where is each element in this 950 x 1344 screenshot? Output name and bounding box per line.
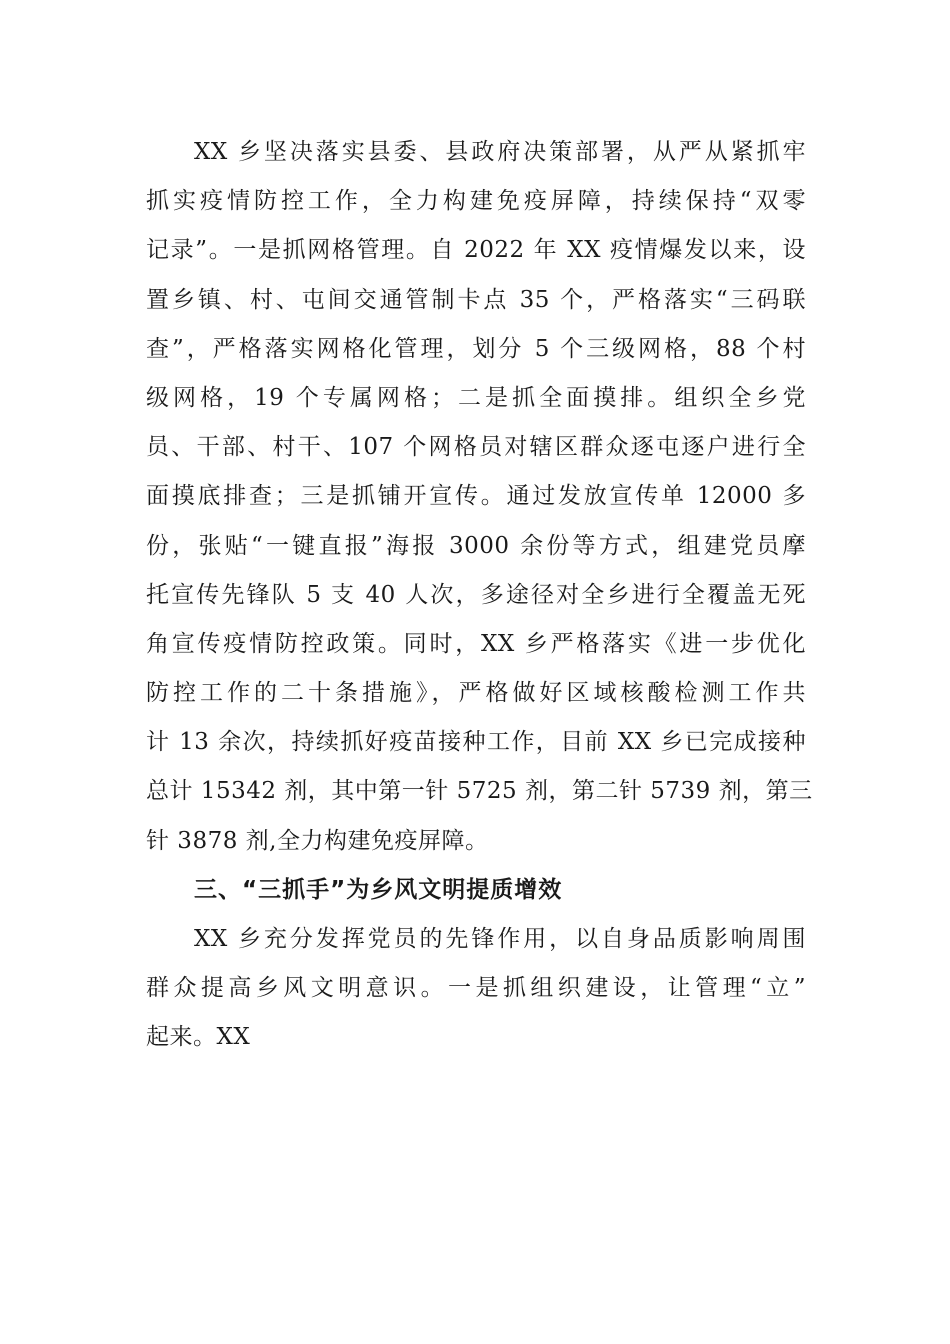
paragraph-line: 级网格，19 个专属网格；二是抓全面摸排。组织全乡党 bbox=[146, 384, 806, 411]
paragraph-line: 记录”。一是抓网格管理。自 2022 年 XX 疫情爆发以来，设 bbox=[146, 237, 806, 264]
paragraph-line: 抓实疫情防控工作，全力构建免疫屏障，持续保持“双零 bbox=[146, 188, 806, 215]
paragraph-line: 计 13 余次，持续抓好疫苗接种工作，目前 XX 乡已完成接种 bbox=[146, 729, 806, 756]
paragraph-line: 群众提高乡风文明意识。一是抓组织建设，让管理“立” bbox=[146, 975, 806, 1002]
paragraph-line: 面摸底排查；三是抓铺开宣传。通过发放宣传单 12000 多 bbox=[146, 483, 806, 510]
paragraph-line: 总计 15342 剂，其中第一针 5725 剂，第二针 5739 剂，第三 bbox=[146, 778, 813, 805]
document-body bbox=[146, 128, 813, 1063]
paragraph-line: 起来。XX bbox=[146, 1024, 251, 1051]
paragraph-line: 角宣传疫情防控政策。同时，XX 乡严格落实《进一步优化 bbox=[146, 630, 806, 657]
section-heading: 三、“三抓手”为乡风文明提质增效 bbox=[194, 876, 563, 903]
paragraph-line: 托宣传先锋队 5 支 40 人次，多途径对全乡进行全覆盖无死 bbox=[146, 581, 806, 608]
paragraph-line: XX 乡充分发挥党员的先锋作用，以自身品质影响周围 bbox=[194, 926, 806, 952]
paragraph-line: 针 3878 剂,全力构建免疫屏障。 bbox=[146, 827, 489, 854]
paragraph-line: 防控工作的二十条措施》，严格做好区域核酸检测工作共 bbox=[146, 680, 806, 707]
paragraph-epidemic-control bbox=[146, 128, 813, 866]
paragraph-line: 置乡镇、村、屯间交通管制卡点 35 个，严格落实“三码联 bbox=[146, 286, 806, 313]
paragraph-line: 员、干部、村干、107 个网格员对辖区群众逐屯逐户进行全 bbox=[146, 434, 806, 461]
paragraph-line: XX 乡坚决落实县委、县政府决策部署，从严从紧抓牢 bbox=[194, 139, 806, 165]
paragraph-line: 份，张贴“一键直报”海报 3000 余份等方式，组建党员摩 bbox=[146, 532, 806, 559]
paragraph-rural-civilization bbox=[146, 915, 806, 1063]
paragraph-line: 查”，严格落实网格化管理，划分 5 个三级网格，88 个村 bbox=[146, 335, 806, 362]
